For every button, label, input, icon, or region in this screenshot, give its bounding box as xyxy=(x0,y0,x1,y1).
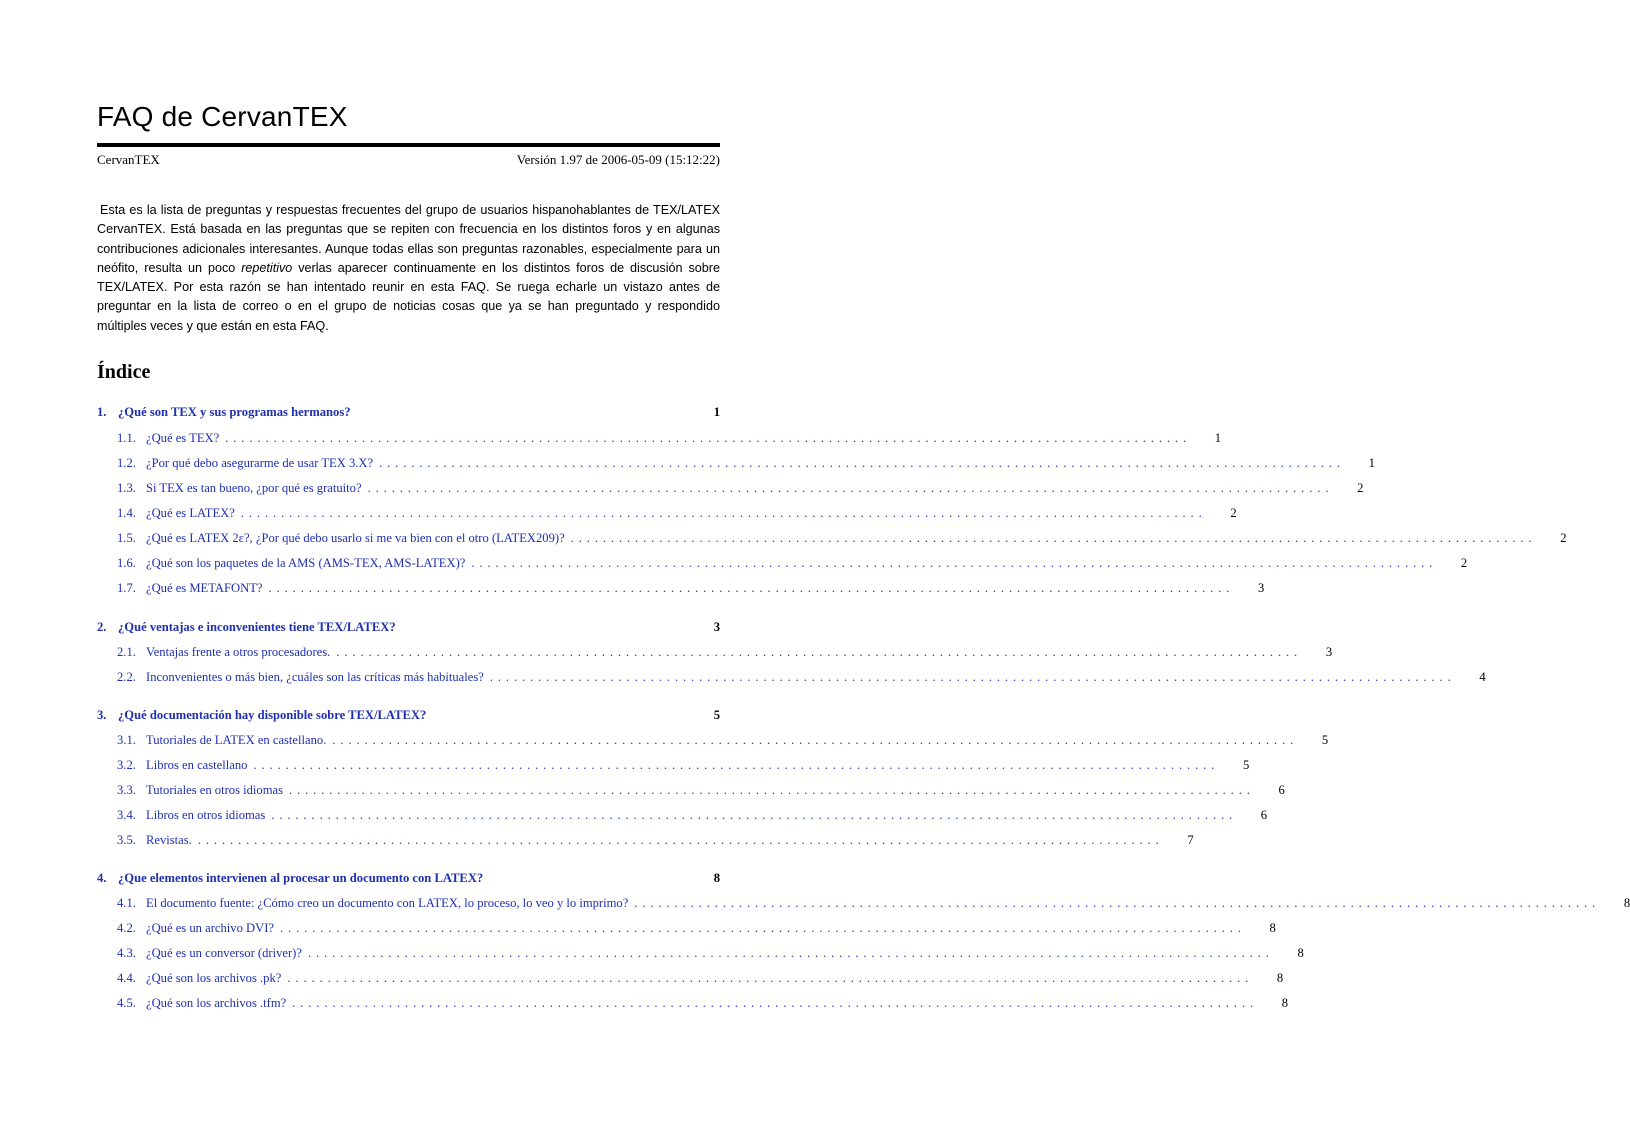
toc-entry[interactable] xyxy=(97,669,1486,685)
toc-entry-page: 1 xyxy=(1214,431,1222,445)
toc-leader-dots: ........................................................................................................................ xyxy=(240,506,1207,520)
document-title: FAQ de CervanTEX xyxy=(97,101,348,132)
toc-entry-page: 3 xyxy=(1325,645,1333,659)
toc-entry-number: 1.3. xyxy=(117,481,136,495)
toc-entry-page: 2 xyxy=(1230,506,1237,520)
toc-leader-dots: ........................................................................................................................ xyxy=(271,808,1238,822)
toc-section-number: 1. xyxy=(97,405,107,419)
abstract-paragraph xyxy=(97,201,720,336)
toc-entry-number: 1.5. xyxy=(117,531,136,545)
document-version: Versión 1.97 de 2006-05-09 (15:12:22) xyxy=(516,152,720,167)
toc-entry-page: 5 xyxy=(1321,733,1329,747)
toc-entry-title[interactable]: ¿Qué es TEX? xyxy=(146,431,220,445)
toc-section-page: 5 xyxy=(713,708,720,722)
toc-leader-dots: ........................................................................................................................ xyxy=(289,783,1255,797)
toc-leader-dots: ........................................................................................................................ xyxy=(292,996,1259,1010)
toc-section-page: 3 xyxy=(713,620,720,634)
toc-entry[interactable] xyxy=(97,480,1364,496)
toc-entry[interactable] xyxy=(97,455,1375,471)
toc-entry-title[interactable]: Revistas. xyxy=(146,833,192,847)
toc-entry-title[interactable]: ¿Qué es LATEX 2ε?, ¿Por qué debo usarlo si me va bien con el otro (LATEX209)? xyxy=(146,531,565,545)
toc-section[interactable] xyxy=(97,707,720,723)
toc-entry-title[interactable]: ¿Qué es un conversor (driver)? xyxy=(146,946,302,960)
toc-entry-page: 8 xyxy=(1297,946,1304,960)
toc-leader-dots: ........................................................................................................................ xyxy=(287,971,1254,985)
toc-leader-dots: ........................................................................................................................ xyxy=(634,896,1601,910)
toc-entry-number: 1.2. xyxy=(117,456,136,470)
toc-section-number: 2. xyxy=(97,620,107,634)
toc-section-title[interactable]: ¿Que elementos intervienen al procesar un documento con LATEX? xyxy=(118,871,484,885)
toc-entry-page: 2 xyxy=(1460,556,1468,570)
toc-section[interactable] xyxy=(97,870,720,886)
toc-leader-dots: ........................................................................................................................ xyxy=(253,758,1220,772)
toc-leader-dots: ........................................................................................................................ xyxy=(570,531,1537,545)
toc-entry-title[interactable]: Si TEX es tan bueno, ¿por qué es gratuito? xyxy=(146,481,362,495)
toc-leader-dots: ........................................................................................................................ xyxy=(197,833,1164,847)
toc-leader-dots: ........................................................................................................................ xyxy=(225,431,1192,445)
document-author: CervanTEX xyxy=(97,152,160,167)
toc-entry[interactable] xyxy=(97,782,1285,798)
toc-entry-title[interactable]: Tutoriales en otros idiomas xyxy=(146,783,284,797)
toc-section-page: 1 xyxy=(713,405,720,419)
toc-leader-dots: ........................................................................................................................ xyxy=(367,481,1334,495)
toc-entry[interactable] xyxy=(97,832,1194,848)
toc-section-page: 8 xyxy=(713,871,720,885)
document-meta xyxy=(97,152,720,168)
toc-entry-title[interactable]: Inconvenientes o más bien, ¿cuáles son las críticas más habituales? xyxy=(146,670,484,684)
toc-entry[interactable] xyxy=(97,644,1333,660)
toc-entry-page: 4 xyxy=(1479,670,1486,684)
toc-leader-dots: ........................................................................................................................ xyxy=(332,733,1299,747)
toc-entry-number: 4.5. xyxy=(117,996,136,1010)
toc-entry-number: 4.3. xyxy=(117,946,136,960)
toc-section-number: 4. xyxy=(97,871,107,885)
toc-entry[interactable] xyxy=(97,505,1237,521)
toc-entry-page: 8 xyxy=(1276,971,1284,985)
toc-leader-dots: ........................................................................................................................ xyxy=(489,670,1456,684)
toc-entry[interactable] xyxy=(97,920,1276,936)
toc-entry-page: 1 xyxy=(1368,456,1375,470)
toc-section[interactable] xyxy=(97,619,720,635)
toc-entry-page: 8 xyxy=(1281,996,1289,1010)
toc-entry-number: 1.7. xyxy=(117,581,136,595)
toc-section-number: 3. xyxy=(97,708,107,722)
toc-entry-page: 6 xyxy=(1260,808,1268,822)
toc-section-title[interactable]: ¿Qué son TEX y sus programas hermanos? xyxy=(118,405,351,419)
toc-entry-title[interactable]: El documento fuente: ¿Cómo creo un documento con LATEX, lo proceso, lo veo y lo imprimo? xyxy=(146,896,629,910)
toc-leader-dots: ........................................................................................................................ xyxy=(336,645,1303,659)
abstract-text-1: Esta es la lista de preguntas y respuestas frecuentes del grupo de usuarios hispanohablantes de TEX/LATEX CervanTEX. Está basada en las preguntas que se repiten con frecuencia en los distintos foros y en algunas contribuciones adicionales interesantes. Aunque todas ellas son preguntas razonables, especialmente para un neófito, resulta un poco xyxy=(97,203,720,275)
toc-entry[interactable] xyxy=(97,895,1630,911)
toc-entry[interactable] xyxy=(97,732,1329,748)
toc-entry-page: 7 xyxy=(1187,833,1194,847)
toc-entry-title[interactable]: ¿Qué son los paquetes de la AMS (AMS-TEX, AMS-LATEX)? xyxy=(146,556,466,570)
toc-entry-number: 2.1. xyxy=(117,645,136,659)
toc-entry-title[interactable]: ¿Qué es METAFONT? xyxy=(146,581,263,595)
toc-entry[interactable] xyxy=(97,757,1250,773)
toc-entry-number: 1.4. xyxy=(117,506,136,520)
toc-section-title[interactable]: ¿Qué documentación hay disponible sobre TEX/LATEX? xyxy=(118,708,427,722)
toc-section[interactable] xyxy=(97,404,720,420)
index-heading: Índice xyxy=(97,361,151,383)
toc-entry-title[interactable]: Ventajas frente a otros procesadores. xyxy=(146,645,331,659)
toc-leader-dots: ........................................................................................................................ xyxy=(379,456,1345,470)
toc-section-title[interactable]: ¿Qué ventajas e inconvenientes tiene TEX/LATEX? xyxy=(118,620,396,634)
toc-entry-number: 4.1. xyxy=(117,896,136,910)
toc-leader-dots: ........................................................................................................................ xyxy=(280,921,1246,935)
toc-leader-dots: ........................................................................................................................ xyxy=(471,556,1438,570)
toc-entry-title[interactable]: ¿Qué son los archivos .tfm? xyxy=(146,996,287,1010)
toc-entry-page: 2 xyxy=(1357,481,1364,495)
toc-entry-title[interactable]: Tutoriales de LATEX en castellano. xyxy=(146,733,327,747)
toc-entry-number: 3.4. xyxy=(117,808,136,822)
toc-entry-title[interactable]: Libros en castellano xyxy=(146,758,248,772)
toc-entry-title[interactable]: ¿Qué es un archivo DVI? xyxy=(146,921,274,935)
toc-entry-title[interactable]: ¿Por qué debo asegurarme de usar TEX 3.X? xyxy=(146,456,374,470)
toc-leader-dots: ........................................................................................................................ xyxy=(268,581,1235,595)
toc-entry[interactable] xyxy=(97,555,1468,571)
toc-entry-number: 3.2. xyxy=(117,758,136,772)
toc-entry-page: 6 xyxy=(1278,783,1285,797)
toc-entry-number: 4.2. xyxy=(117,921,136,935)
toc-entry[interactable] xyxy=(97,580,1265,596)
toc-leader-dots: ........................................................................................................................ xyxy=(307,946,1274,960)
toc-entry[interactable] xyxy=(97,807,1268,823)
toc-entry-page: 8 xyxy=(1623,896,1630,910)
abstract-emphasis: repetitivo xyxy=(241,260,293,275)
toc-entry-number: 3.1. xyxy=(117,733,136,747)
toc-entry[interactable] xyxy=(97,995,1289,1011)
toc-entry-number: 1.6. xyxy=(117,556,136,570)
toc-entry[interactable] xyxy=(97,970,1284,986)
toc-entry-page: 3 xyxy=(1258,581,1265,595)
toc-entry-number: 2.2. xyxy=(117,670,136,684)
toc-entry-title[interactable]: ¿Qué son los archivos .pk? xyxy=(146,971,282,985)
toc-entry-title[interactable]: Libros en otros idiomas xyxy=(146,808,266,822)
toc-entry[interactable] xyxy=(97,530,1567,546)
toc-entry[interactable] xyxy=(97,430,1222,446)
toc-entry-number: 4.4. xyxy=(117,971,136,985)
toc-entry-page: 5 xyxy=(1242,758,1250,772)
title-rule xyxy=(97,143,720,147)
toc-entry-title[interactable]: ¿Qué es LATEX? xyxy=(146,506,235,520)
toc-entry-page: 8 xyxy=(1269,921,1276,935)
toc-entry-number: 3.5. xyxy=(117,833,136,847)
toc-entry[interactable] xyxy=(97,945,1304,961)
abstract-text-2: verlas aparecer continuamente en los distintos foros de discusión sobre TEX/LATEX. Por esta razón se han intentado reunir en esta FAQ. Se ruega echarle un vistazo antes de preguntar en la lista de correo o en el grupo de noticias cosas que ya se han preguntado y respondido múltiples veces y que están en esta FAQ. xyxy=(97,260,720,333)
toc-entry-number: 1.1. xyxy=(117,431,136,445)
toc-entry-page: 2 xyxy=(1560,531,1567,545)
toc-entry-number: 3.3. xyxy=(117,783,136,797)
